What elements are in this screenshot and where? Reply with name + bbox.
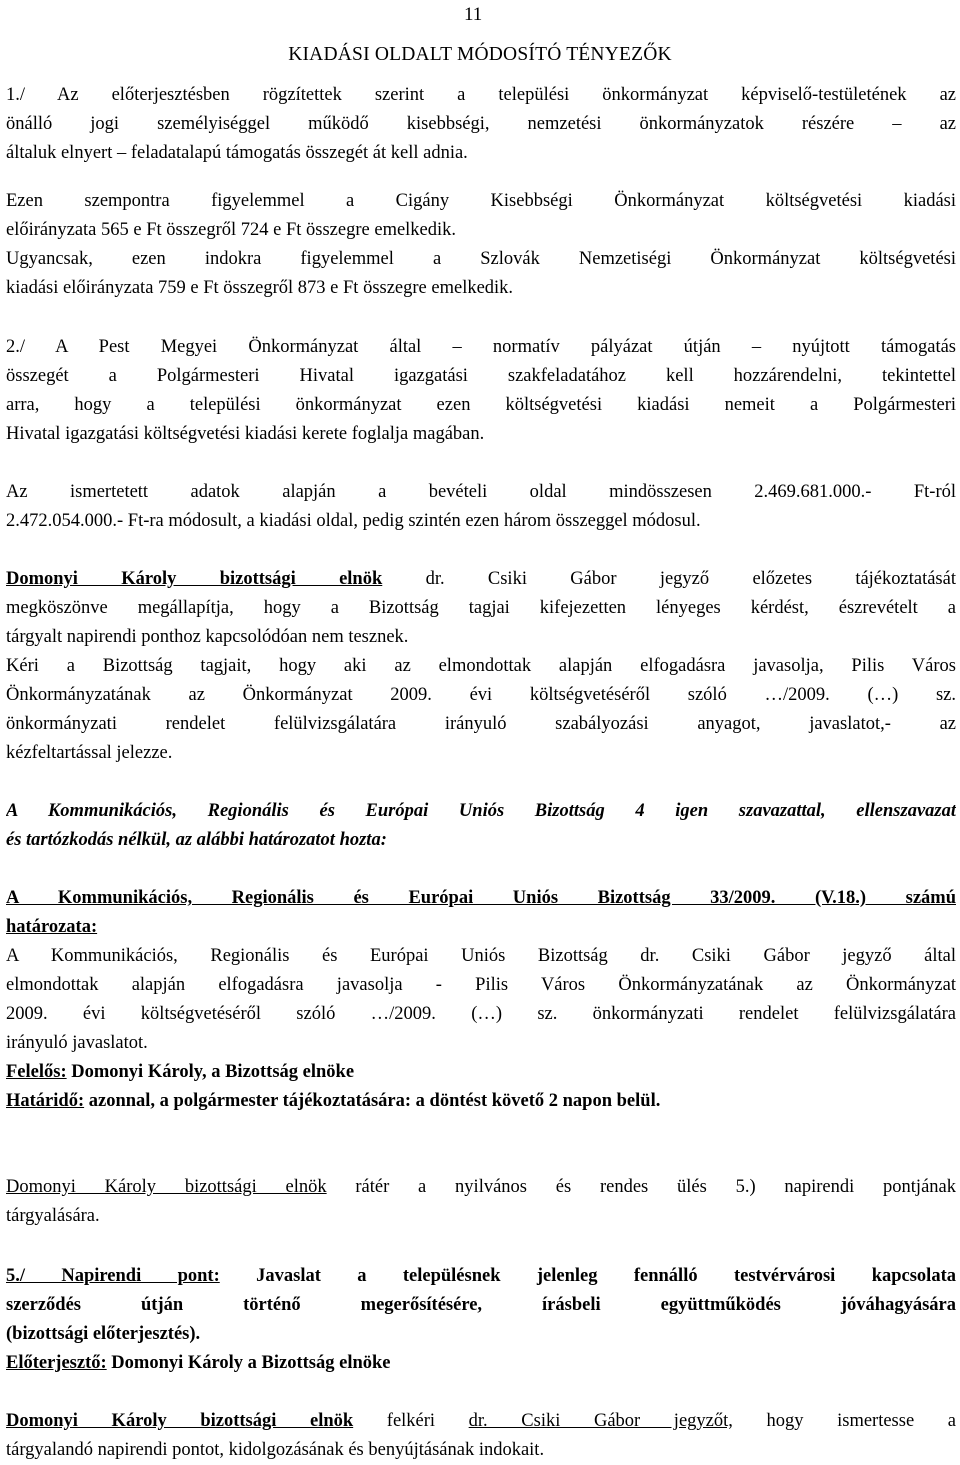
text-line: 2./ A Pest Megyei Önkormányzat által – normatív pályázat útján – nyújtott támogatás — [6, 337, 956, 357]
text-line: kézfeltartással jelezze. — [6, 743, 173, 763]
text-line: 1./ Az előterjesztésben rögzítettek szerint a települési önkormányzat képviselő-testületének az — [6, 85, 956, 105]
text-line: tárgyalására. — [6, 1206, 100, 1226]
text-line: arra, hogy a települési önkormányzat ezen költségvetési kiadási nemeit a Polgármesteri — [6, 395, 956, 415]
document-title: KIADÁSI OLDALT MÓDOSÍTÓ TÉNYEZŐK — [288, 44, 672, 65]
text-line — [6, 1407, 956, 1436]
presenter-label: Előterjesztő: — [6, 1353, 107, 1373]
speaker-name: Domonyi Károly bizottsági elnök — [6, 569, 383, 589]
text-fragment: felkéri — [353, 1411, 469, 1431]
text-line: szerződés útján történő megerősítésére, írásbeli együttműködés jóváhagyására — [6, 1295, 956, 1315]
text-line: 2.472.054.000.- Ft-ra módosult, a kiadási oldal, pedig szintén ezen három összeggel módosul. — [6, 511, 701, 531]
text-line: Hivatal igazgatási költségvetési kiadási kerete foglalja magában. — [6, 424, 485, 444]
text-line — [6, 913, 956, 942]
agenda-item-5 — [6, 1262, 956, 1378]
text-line: tárgyalandó napirendi pontot, kidolgozásának és benyújtásának indokait. — [6, 1440, 545, 1460]
deadline-value: azonnal, a polgármester tájékoztatására: a döntést követő 2 napon belül. — [84, 1091, 661, 1111]
text-fragment: hogy ismertesse a — [732, 1411, 956, 1431]
text-line: Önkormányzatának az Önkormányzat 2009. évi költségvetéséről szóló …/2009. (…) sz. — [6, 685, 956, 705]
text-line: Ugyancsak, ezen indokra figyelemmel a Szlovák Nemzetiségi Önkormányzat költségvetési — [6, 249, 956, 269]
page-number: 11 — [464, 4, 483, 25]
speaker-name: Domonyi Károly bizottsági elnök — [6, 1177, 327, 1197]
paragraph-slovak-minority — [6, 245, 956, 303]
text-line — [6, 565, 956, 594]
text-line: összegét a Polgármesteri Hivatal igazgatási szakfeladatához kell hozzárendelni, tekintettel — [6, 366, 956, 386]
presenter-value: Domonyi Károly a Bizottság elnöke — [106, 1353, 391, 1373]
agenda-title: Javaslat a településnek jelenleg fennálló testvérvárosi kapcsolata — [219, 1266, 956, 1286]
text-line — [6, 1262, 956, 1291]
text-line: A Kommunikációs, Regionális és Európai Uniós Bizottság 4 igen szavazattal, ellenszavazat — [6, 801, 956, 821]
deadline-line — [6, 1087, 956, 1116]
text-line: elmondottak alapján elfogadásra javasolja - Pilis Város Önkormányzatának az Önkormányzat — [6, 975, 956, 995]
paragraph-summary-totals — [6, 478, 956, 536]
text-line: Ezen szempontra figyelemmel a Cigány Kisebbségi Önkormányzat költségvetési kiadási — [6, 191, 956, 211]
paragraph-chair-request — [6, 565, 956, 768]
text-line: tárgyalt napirendi ponthoz kapcsolódóan nem tesznek. — [6, 627, 409, 647]
presenter-line — [6, 1349, 956, 1378]
responsible-label: Felelős: — [6, 1062, 67, 1082]
speaker-name: Domonyi Károly bizottsági elnök — [6, 1411, 354, 1431]
resolution-title-cont: határozata: — [6, 917, 98, 937]
resolution-title: A Kommunikációs, Regionális és Európai Uniós Bizottság 33/2009. (V.18.) számú — [6, 888, 956, 908]
text-line: önkormányzati rendelet felülvizsgálatára irányuló szabályozási anyagot, javaslatot,- az — [6, 714, 956, 734]
text-fragment: dr. Csiki Gábor jegyző előzetes tájékoztatását — [382, 569, 956, 589]
deadline-label: Határidő: — [6, 1091, 85, 1111]
paragraph-county-support — [6, 333, 956, 449]
responsible-value: Domonyi Károly, a Bizottság elnöke — [66, 1062, 355, 1082]
text-line: A Kommunikációs, Regionális és Európai Uniós Bizottság dr. Csiki Gábor jegyző által — [6, 946, 956, 966]
paragraph-gypsy-minority — [6, 187, 956, 245]
vote-result — [6, 797, 956, 855]
text-line: (bizottsági előterjesztés). — [6, 1324, 201, 1344]
resolution — [6, 884, 956, 1116]
text-line: általuk elnyert – feladatalapú támogatás összegét át kell adnia. — [6, 143, 468, 163]
text-line: előirányzata 565 e Ft összegről 724 e Ft összegre emelkedik. — [6, 220, 457, 240]
paragraph-support-transfer — [6, 81, 956, 168]
text-line: irányuló javaslatot. — [6, 1033, 148, 1053]
text-line: kiadási előirányzata 759 e Ft összegről 873 e Ft összegre emelkedik. — [6, 278, 514, 298]
text-line: Az ismertetett adatok alapján a bevételi oldal mindösszesen 2.469.681.000.- Ft-ról — [6, 482, 956, 502]
paragraph-request-presentation — [6, 1407, 956, 1465]
text-line: Kéri a Bizottság tagjait, hogy aki az elmondottak alapján elfogadásra javasolja, Pilis Város — [6, 656, 956, 676]
responsible-line — [6, 1058, 956, 1087]
addressee-name: dr. Csiki Gábor jegyzőt, — [468, 1411, 733, 1431]
agenda-label: 5./ Napirendi pont: — [6, 1266, 220, 1286]
paragraph-next-agenda — [6, 1173, 956, 1231]
text-line: és tartózkodás nélkül, az alábbi határozatot hozta: — [6, 830, 387, 850]
text-line: 2009. évi költségvetéséről szóló …/2009. (…) sz. önkormányzati rendelet felülvizsgálatára — [6, 1004, 956, 1024]
text-line — [6, 1173, 956, 1202]
text-line: megköszönve megállapítja, hogy a Bizottság tagjai kifejezetten lényeges kérdést, észrevételt a — [6, 598, 956, 618]
text-fragment: rátér a nyilvános és rendes ülés 5.) napirendi pontjának — [326, 1177, 956, 1197]
text-line: önálló jogi személyiséggel működő kisebbségi, nemzetési önkormányzatok részére – az — [6, 114, 956, 134]
